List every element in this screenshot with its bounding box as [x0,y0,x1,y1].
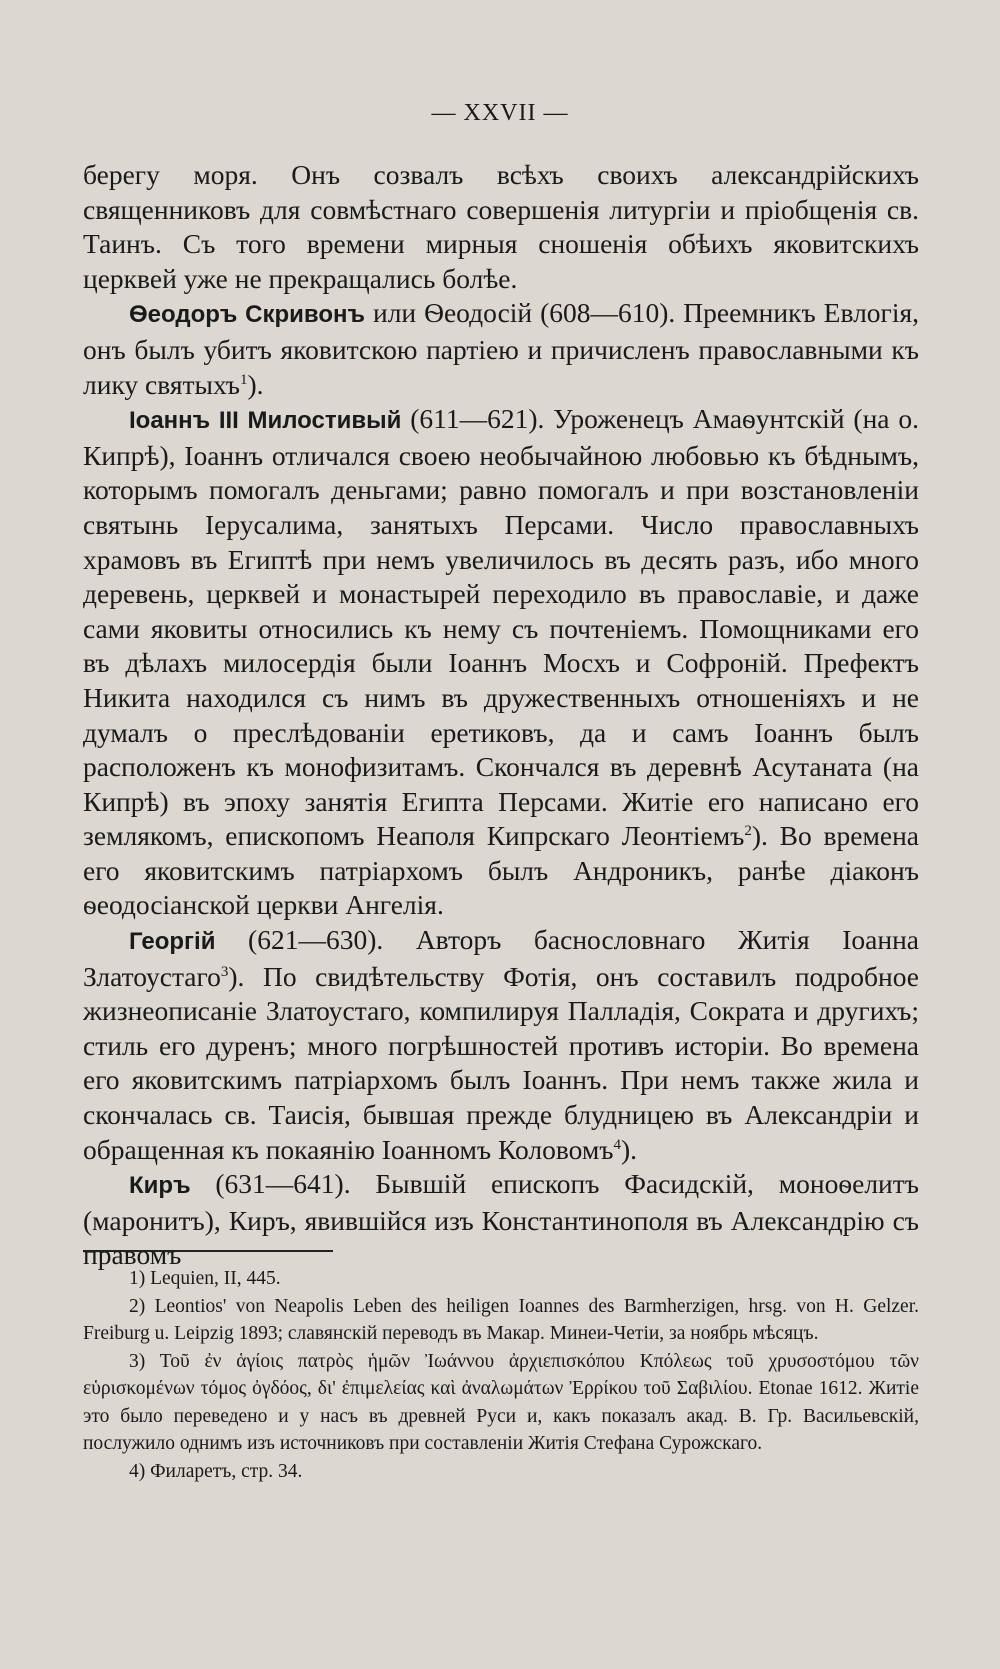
footnote-ref: 1 [239,371,248,388]
paragraph-george [83,923,919,1167]
paragraph-intro: берегу моря. Онъ созвалъ всѣхъ своихъ александрійскихъ священниковъ для совмѣстнаго совершенія литургіи и пріобщенія св. Таинъ. Съ того времени мирныя сношенія обѣихъ яковитскихъ церквей уже не прекращались болѣе. [83,159,919,294]
footnote-ref: 3 [220,963,229,980]
heading-name: Георгій [129,928,216,956]
footnote: 1) Lequien, II, 445. [129,1268,281,1289]
main-text [83,158,919,1273]
paragraph-text: ). [621,1133,638,1165]
paragraph-text: или Ѳеодосій (608—610). Преемникъ Евлогія, онъ былъ убитъ яковитскою партіею и причисленъ православными къ лику святыхъ [83,297,919,400]
paragraph-text: (611—621). Уроженецъ Амаѳунтскій (на о. Кипрѣ), Іоаннъ отличался своею необычайною любовью къ бѣднымъ, которымъ помогалъ деньгами; равно помогалъ и при возстановленіи святынь Іерусалима, занятыхъ Персами. Число православныхъ храмовъ въ Египтѣ при немъ увеличилось въ десять разъ, ибо много деревень, церквей и монастырей переходило въ православіе, и даже сами яковиты относились къ нему съ почтеніемъ. Помощниками его въ дѣлахъ милосердія были Іоаннъ Мосхъ и Софроній. Префектъ Никита находился съ нимъ въ дружественныхъ отношеніяхъ и не думалъ о преслѣдованіи еретиковъ, да и самъ Іоаннъ былъ расположенъ къ монофизитамъ. Скончался въ деревнѣ Асутаната (на Кипрѣ) въ эпоху занятія Египта Персами. Житіе его написано его землякомъ, епископомъ Неаполя Кипрскаго Леонтіемъ [83,403,919,852]
paragraph-text: ). По свидѣтельству Фотія, онъ составилъ подробное жизнеописаніе Златоустаго, компилируя Палладія, Сократа и другихъ; стиль его дуренъ; много погрѣшностей противъ исторіи. Во времена его яковитскимъ патріархомъ былъ Іоаннъ. При немъ также жила и скончалась св. Таисія, бывшая прежде блудницею въ Александріи и обращенная къ покаянію Іоанномъ Коловомъ [83,960,919,1165]
footnote-ref: 2 [744,823,752,840]
footnote-ref: 4 [613,1136,621,1153]
heading-name: Іоаннъ III Милостивый [129,407,402,435]
footnote: 2) Leontios' von Neapolis Leben des heiligen Ioannes des Barmherzigen, hrsg. von H. Gelzer. Freiburg u. Leipzig 1893; славянскій переводъ въ Макар. Минеи-Четіи, за ноябрь мѣсяцъ. [83,1295,919,1344]
paragraph-john [83,402,919,923]
paragraph-text: (631—641). Бывшій епископъ Фасидскій, моноѳелитъ (маронитъ), Киръ, явившійся изъ Константинополя въ Александрію съ правомъ [83,1168,919,1271]
page-number: — XXVII — [431,100,569,126]
footnote: 3) Τοῦ ἐν ἁγίοις πατρὸς ἡμῶν Ἰωάννου ἀρχιεπισκόπου Κπόλεως τοῦ χρυσοστόμου τῶν εὑρισκομένων τόμος ὀγδόος, δι' ἐπιμελείας καὶ ἀναλωμάτων Ἐρρίκου τοῦ Σαβιλίου. Etonae 1612. Житіе это было переведено и у насъ въ древней Руси и, какъ показалъ акад. В. Гр. Васильевскій, послужило однимъ изъ источниковъ при составленіи Житія Стефана Сурожскаго. [83,1350,919,1454]
paragraph-text: ). [247,368,264,400]
heading-name: Ѳеодоръ Скривонъ [129,301,366,329]
paragraph-theodore [83,296,919,402]
heading-name: Киръ [129,1172,191,1200]
footnotes [83,1265,919,1485]
footnote: 4) Филаретъ, стр. 34. [129,1460,303,1482]
paragraph-cyrus [83,1167,919,1273]
footnote-divider [83,1250,333,1252]
paragraph-text: ). Во времена его яковитскимъ патріархомъ былъ Андроникъ, ранѣе діаконъ ѳеодосіанской церкви Ангелія. [83,820,919,921]
paragraph-text: (621—630). Авторъ баснословнаго Житія Іоанна Златоустаго [83,924,919,992]
